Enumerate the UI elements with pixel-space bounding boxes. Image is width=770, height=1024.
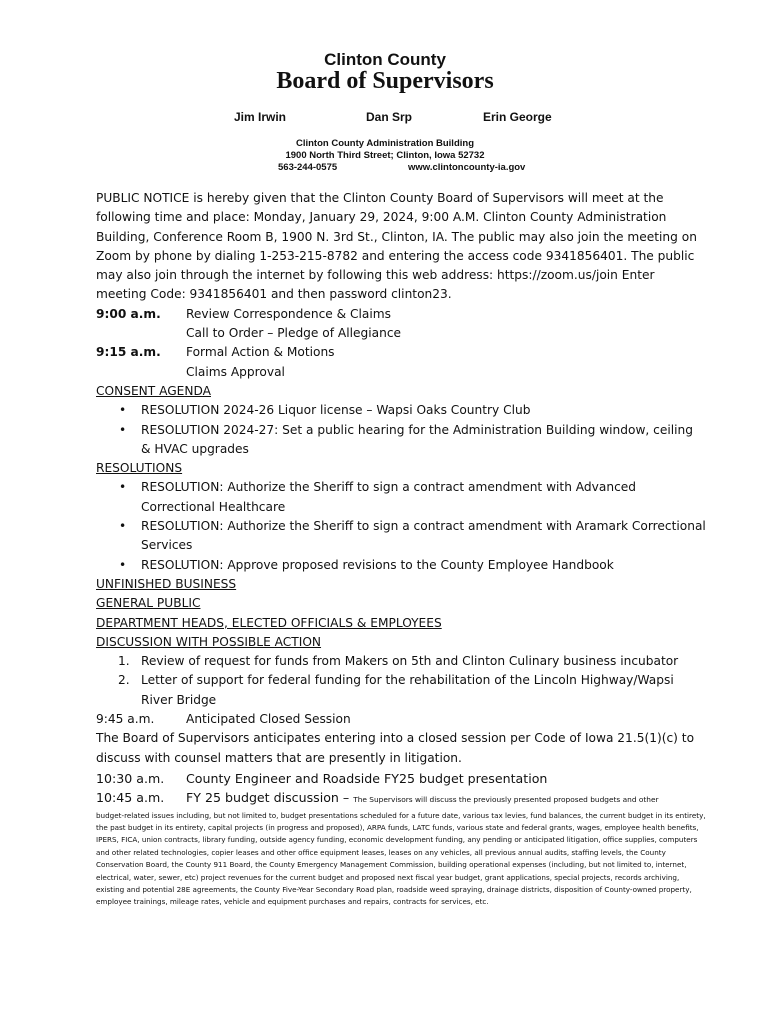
list-item: • RESOLUTION: Authorize the Sheriff to sign a contract amendment with Advanced Correctional Healthcare xyxy=(96,478,706,517)
schedule-item: Review Correspondence & Claims xyxy=(186,306,392,321)
schedule-time: 9:00 a.m. xyxy=(96,306,161,321)
general-public-heading: GENERAL PUBLIC xyxy=(96,596,201,611)
public-notice: PUBLIC NOTICE is hereby given that the Clinton County Board of Supervisors will meet at the following time and place: Monday, January 29, 2024, 9:00 A.M. Clinton County Administration Building, Conference Room B, 1900 N. 3rd St., Clinton, IA. The public may also join the meeting on Zoom by phone by dialing 1-253-215-8782 and entering the access code 9341856401. The public may also join through the internet by following this web address: https://zoom.us/join Enter meeting Code: 9341856401 and then password clinton23. xyxy=(96,191,697,302)
member-name: Jim Irwin xyxy=(234,110,287,124)
unfinished-business-heading: UNFINISHED BUSINESS xyxy=(96,576,237,591)
engineer-row xyxy=(96,769,706,788)
contact-line xyxy=(0,162,770,175)
budget-details: budget-related issues including, but not limited to, budget presentations scheduled for a future date, various tax levies, fund balances, the current budget in its entirety, the past budget in its entirety, capital projects (in progress and proposed), ARPA funds, LATC funds, various state and federal grants, wages, employee health benefits, IPERS, FICA, union contracts, library funding, outside agency funding, economic development funding, any pending or anticipated litigation, office supplies, computers and other related technologies, copier leases and other office equipment leases, leases on any vehicles, all previous annual audits, staffing levels, the County Conservation Board, the County 911 Board, the County Emergency Management Commission, building operational expenses (including, but not limited to, internet, electrical, water, sewer, etc) project revenues for the current budget and proposed next fiscal year budget, grant applications, special projects, records archiving, existing and potential 28E agreements, the County Five-Year Secondary Road plan, roadside weed spraying, drainage districts, disposition of County-owned property, employee trainings, mileage rates, vehicle and equipment purchases and repairs, contracts for services, etc. xyxy=(96,810,706,907)
list-item: • RESOLUTION 2024-26 Liquor license – Wapsi Oaks Country Club xyxy=(96,401,706,420)
closed-session-text: The Board of Supervisors anticipates entering into a closed session per Code of Iowa 21.5(1)(c) to discuss with counsel matters that are presently in litigation. xyxy=(96,731,695,765)
schedule-item: Claims Approval xyxy=(186,364,285,379)
list-item: • RESOLUTION: Authorize the Sheriff to sign a contract amendment with Aramark Correctional Services xyxy=(96,517,706,556)
schedule-item: Formal Action & Motions xyxy=(186,345,335,360)
item-text: Review of request for funds from Makers on 5th and Clinton Culinary business incubator xyxy=(141,654,679,669)
member-name: Dan Srp xyxy=(366,110,413,124)
schedule-item: FY 25 budget discussion – xyxy=(186,790,354,806)
budget-row xyxy=(96,788,706,809)
county-name: Clinton County xyxy=(324,50,446,69)
list-item xyxy=(96,652,706,671)
resolutions-list xyxy=(96,478,706,574)
schedule-row xyxy=(96,305,706,324)
board-title: Board of Supervisors xyxy=(276,68,494,94)
agenda-body xyxy=(96,189,706,909)
street-address: 1900 North Third Street; Clinton, Iowa 52732 xyxy=(285,150,485,161)
item-number: 2. xyxy=(118,673,130,688)
schedule-item: County Engineer and Roadside FY25 budget presentation xyxy=(186,770,548,786)
schedule-row xyxy=(96,343,706,362)
list-item: • RESOLUTION: Approve proposed revisions to the County Employee Handbook xyxy=(96,556,706,575)
schedule-time: 10:30 a.m. xyxy=(96,770,165,786)
item-text: Letter of support for federal funding for the rehabilitation of the Lincoln Highway/Wapsi River Bridge xyxy=(141,673,674,707)
item-number: 1. xyxy=(118,654,130,669)
consent-agenda-list xyxy=(96,401,706,459)
department-heads-heading: DEPARTMENT HEADS, ELECTED OFFICIALS & EMPLOYEES xyxy=(96,615,442,630)
member-name: Erin George xyxy=(483,110,552,124)
closed-session-row xyxy=(96,710,706,729)
phone-number: 563-244-0575 xyxy=(278,162,338,173)
discussion-heading: DISCUSSION WITH POSSIBLE ACTION xyxy=(96,634,322,649)
list-item xyxy=(96,671,706,710)
website: www.clintoncounty-ia.gov xyxy=(408,162,526,173)
schedule-item: Call to Order – Pledge of Allegiance xyxy=(186,326,402,341)
budget-line xyxy=(186,788,659,809)
schedule-item: Anticipated Closed Session xyxy=(186,712,351,727)
board-members xyxy=(0,110,770,126)
schedule-time: 9:15 a.m. xyxy=(96,345,161,360)
consent-agenda-heading: CONSENT AGENDA xyxy=(96,383,211,398)
resolutions-heading: RESOLUTIONS xyxy=(96,461,183,476)
discussion-list xyxy=(96,652,706,710)
schedule-time: 10:45 a.m. xyxy=(96,790,165,806)
building-name: Clinton County Administration Building xyxy=(295,138,474,149)
schedule-time: 9:45 a.m. xyxy=(96,712,155,727)
list-item: • RESOLUTION 2024-27: Set a public hearing for the Administration Building window, ceiling & HVAC upgrades xyxy=(96,421,706,460)
budget-lead: The Supervisors will discuss the previously presented proposed budgets and other xyxy=(353,795,659,805)
